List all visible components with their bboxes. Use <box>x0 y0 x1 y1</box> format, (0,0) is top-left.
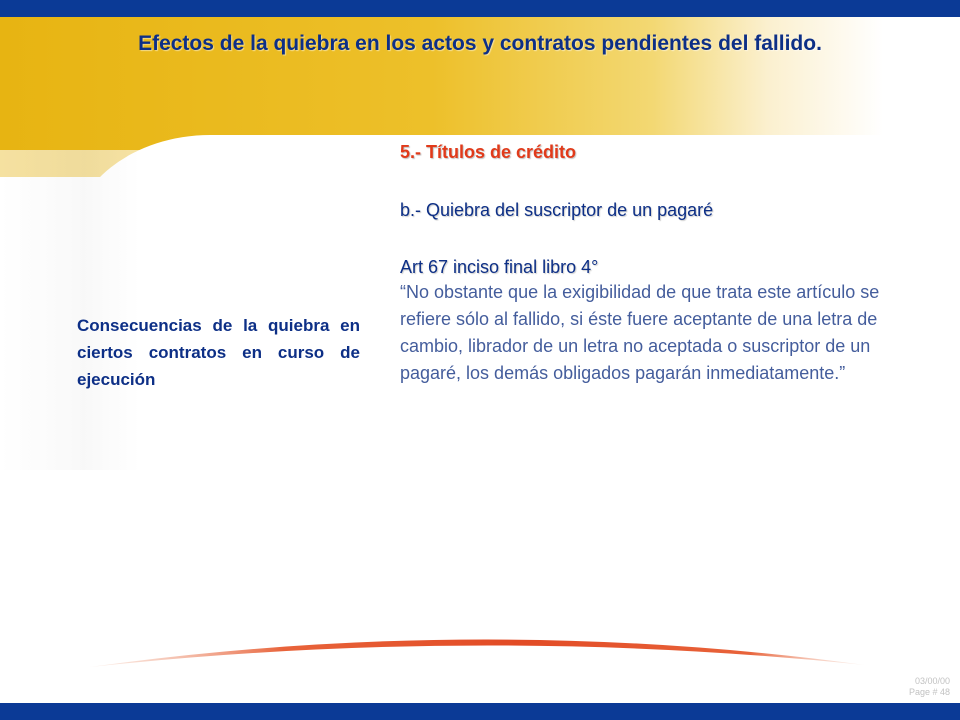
slide-date: 03/00/00 <box>914 676 950 686</box>
slide-title: Efectos de la quiebra en los actos y contratos pendientes del fallido. <box>138 32 822 55</box>
bottom-bar <box>0 703 960 720</box>
page-info <box>909 676 950 698</box>
article-reference: Art 67 inciso final libro 4° <box>400 257 599 277</box>
left-shade <box>0 150 140 470</box>
subheading: b.- Quiebra del suscriptor de un pagaré <box>400 200 714 220</box>
left-caption: Consecuencias de la quiebra en ciertos contratos en curso de ejecución <box>77 316 360 389</box>
top-bar <box>0 0 960 17</box>
main-content <box>400 140 920 387</box>
article-quote: “No obstante que la exigibilidad de que trata este artículo se refiere sólo al fallido, si éste fuere aceptante de una letra de cambio, librador de un letra no aceptada o suscriptor de un pagaré, los demás obligados pagarán inmediatamente.” <box>400 282 880 383</box>
decorative-swoosh <box>0 615 960 675</box>
page-number: Page # 48 <box>908 687 950 697</box>
section-heading: 5.- Títulos de crédito <box>400 142 577 162</box>
